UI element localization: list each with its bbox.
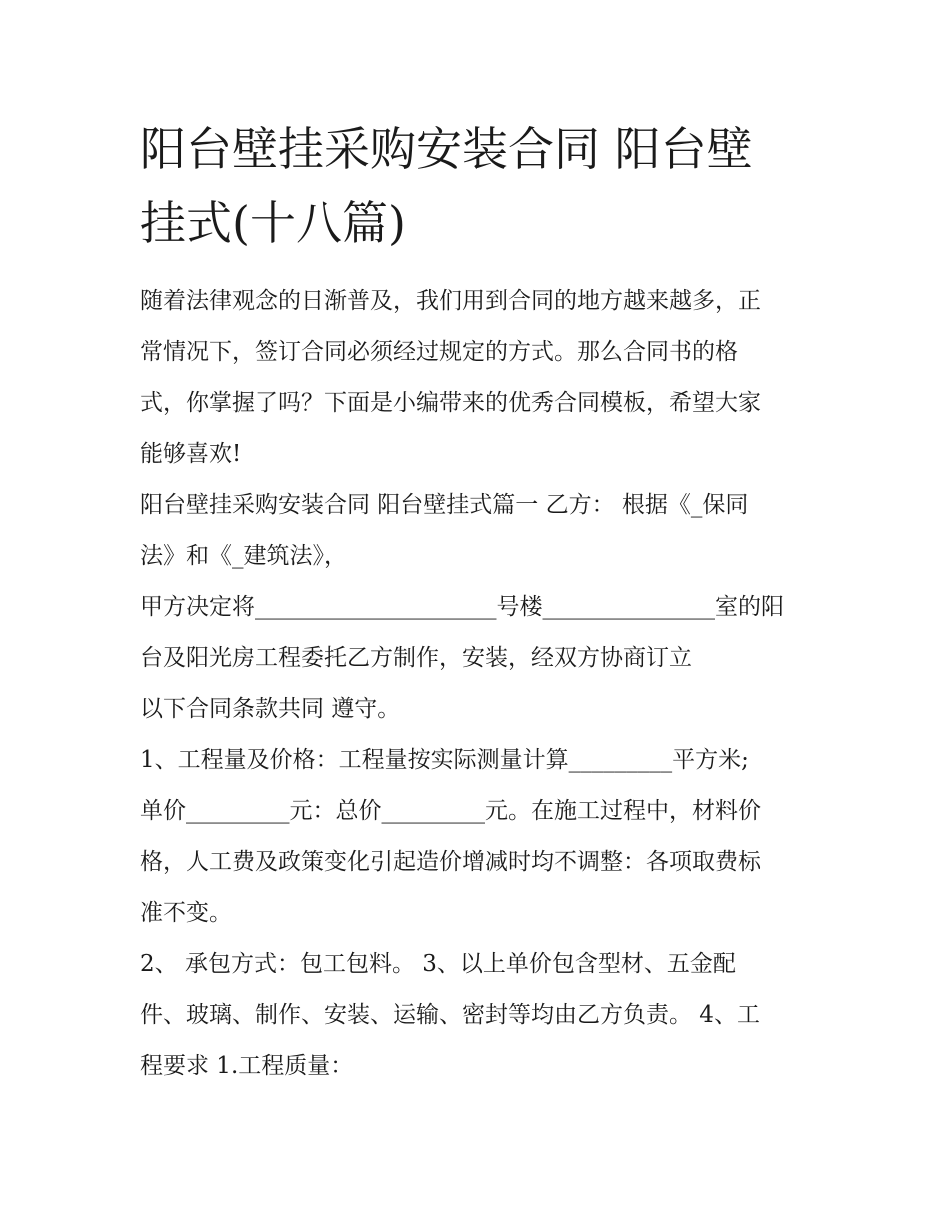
body-line: 件、玻璃、制作、安装、运输、密封等均由乙方负责。 4、工 (140, 1002, 760, 1028)
body-line: 程要求 1.工程质量： (140, 1053, 354, 1079)
title-line-1: 阳台壁挂采购安装合同 阳台壁 (140, 122, 753, 176)
body-line: 台及阳光房工程委托乙方制作，安装，经双方协商订立 (140, 645, 692, 671)
body-line: 阳台壁挂采购安装合同 阳台壁挂式篇一 乙方： 根据《_保同 (140, 492, 749, 518)
document-body (140, 276, 830, 1092)
title-line-2: 挂式(十八篇) (140, 196, 406, 250)
body-line: 单价_________元：总价_________元。在施工过程中，材料价 (140, 798, 761, 824)
body-line: 以下合同条款共同 遵守。 (140, 696, 401, 722)
document-title (140, 112, 820, 260)
body-line: 能够喜欢! (140, 441, 242, 467)
body-line: 1、工程量及价格：工程量按实际测量计算_________平方米; (140, 747, 749, 773)
body-line: 式，你掌握了吗？下面是小编带来的优秀合同模板，希望大家 (140, 390, 761, 416)
body-line: 法》和《_建筑法》， (140, 543, 347, 569)
body-line: 甲方决定将_____________________号楼_______________室的阳 (140, 594, 784, 620)
body-line: 2、 承包方式：包工包料。 3、以上单价包含型材、五金配 (140, 951, 736, 977)
body-line: 常情况下，签订合同必须经过规定的方式。那么合同书的格 (140, 339, 738, 365)
body-line: 准不变。 (140, 900, 232, 926)
body-line: 随着法律观念的日渐普及，我们用到合同的地方越来越多，正 (140, 288, 761, 314)
body-line: 格，人工费及政策变化引起造价增减时均不调整：各项取费标 (140, 849, 761, 875)
